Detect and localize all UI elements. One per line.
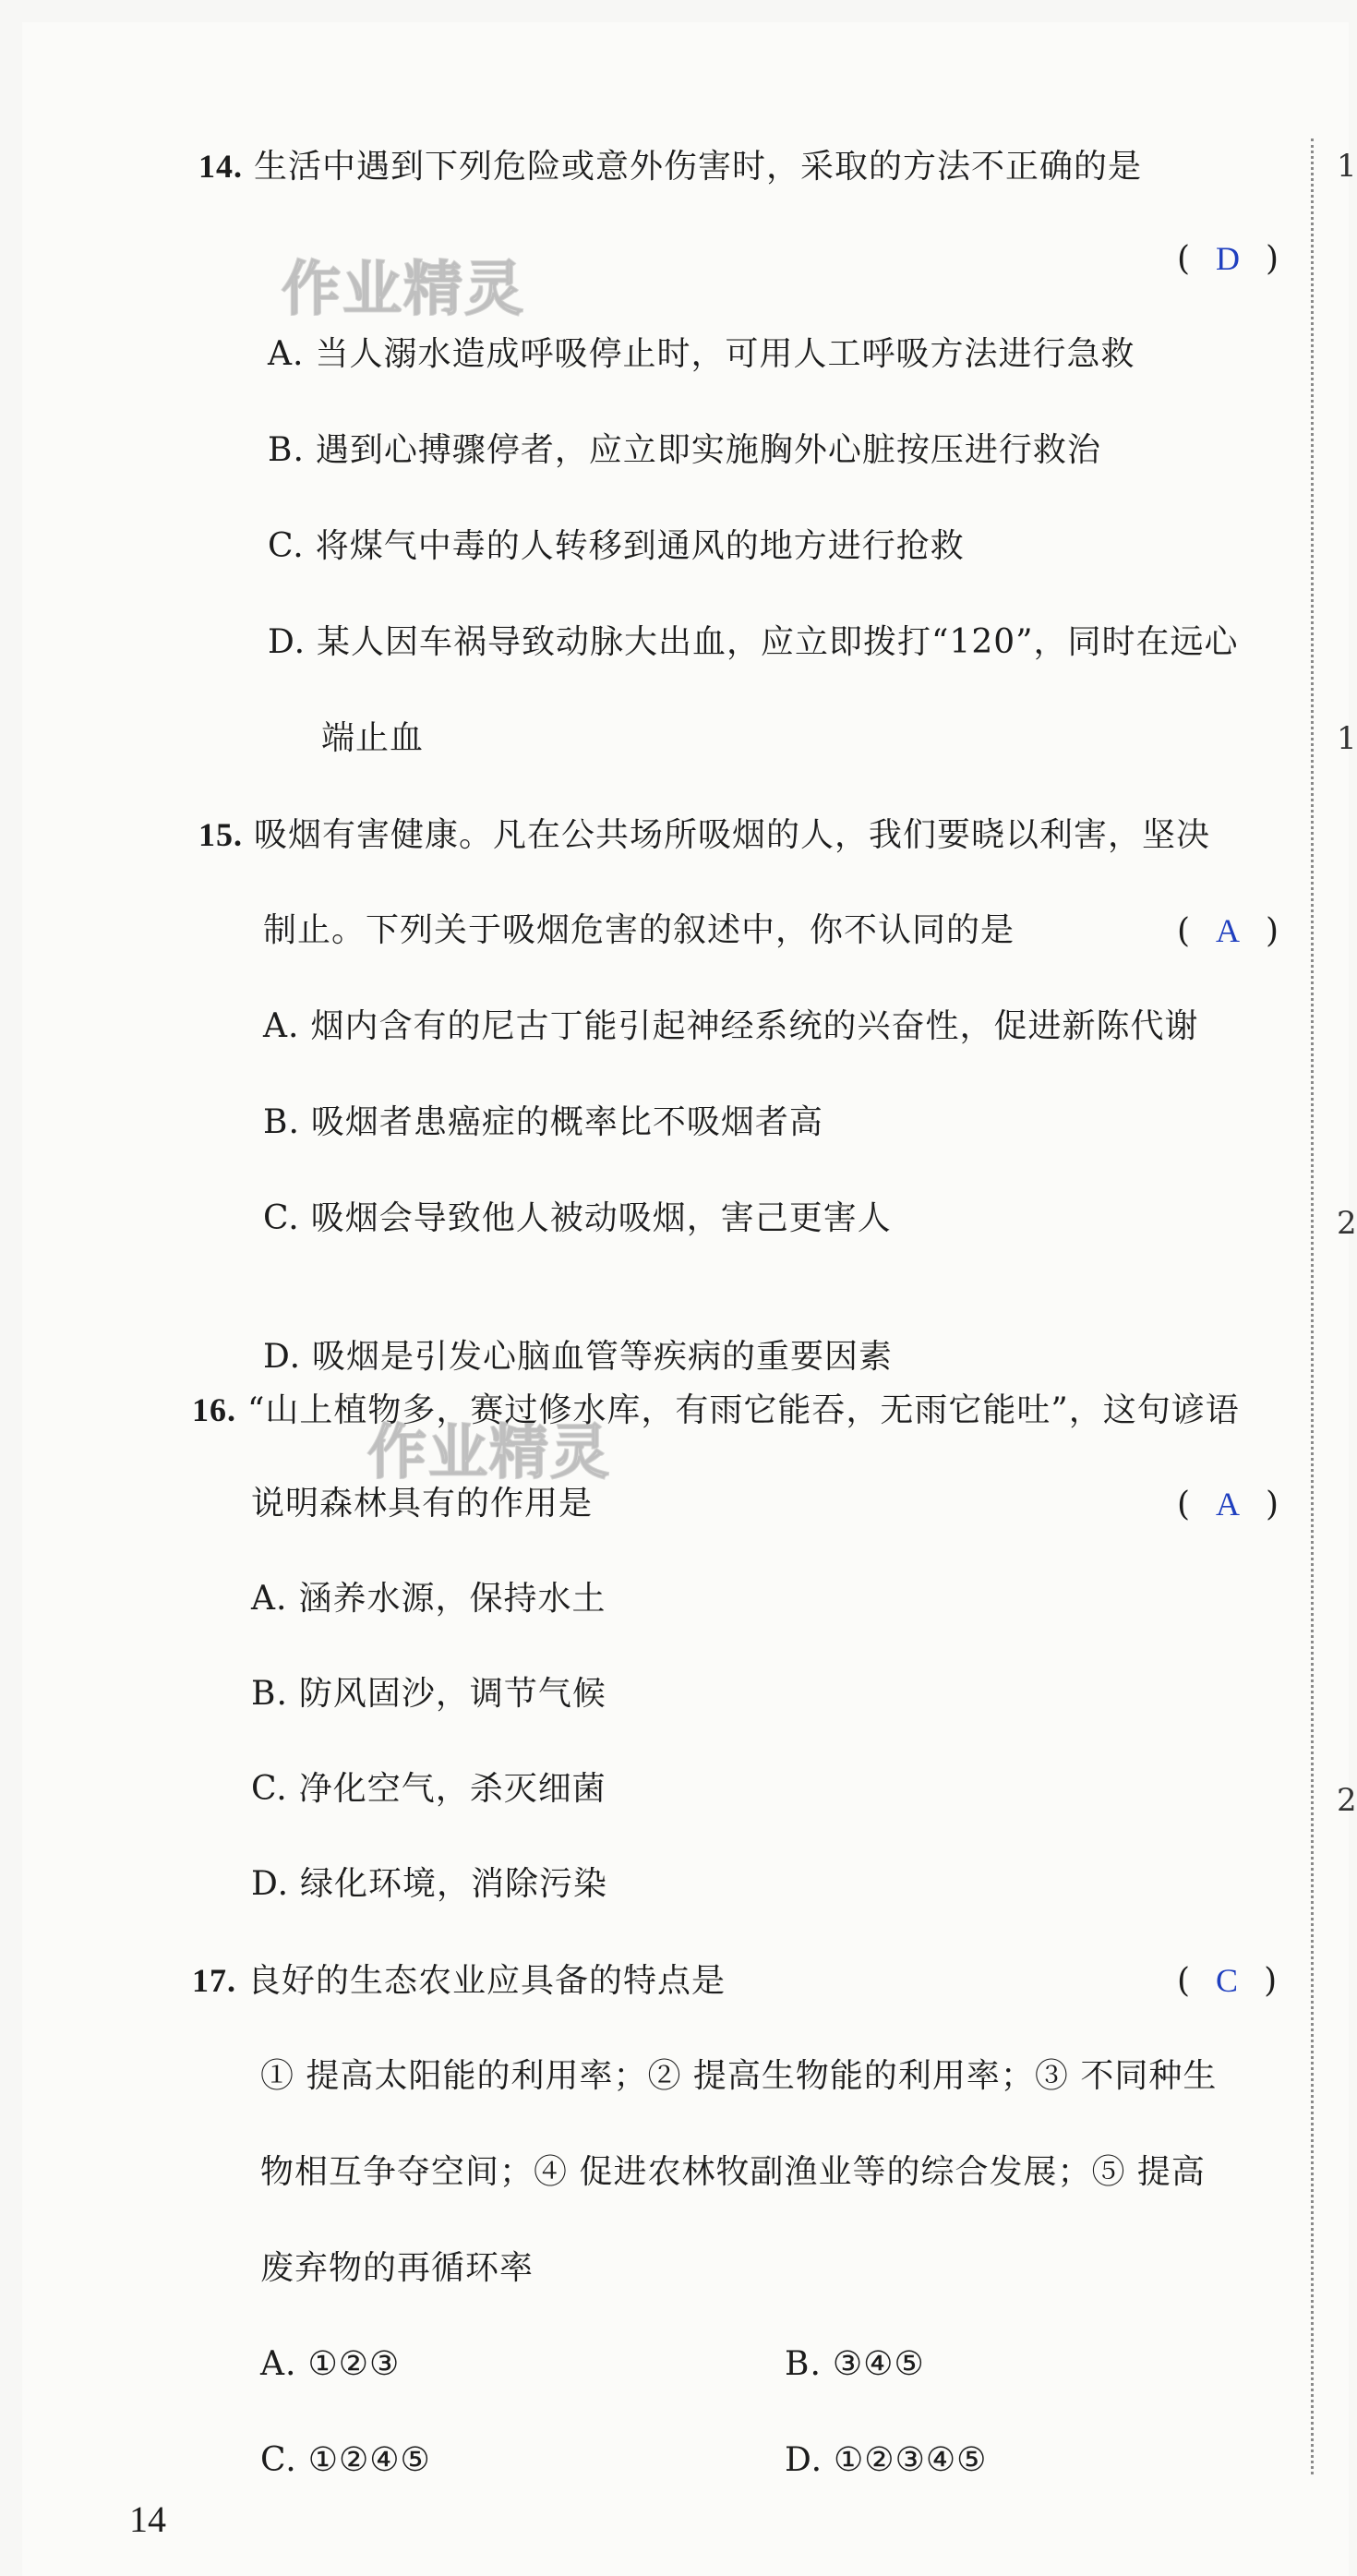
answer-bracket: ( A ) bbox=[1177, 912, 1279, 950]
question-number: 17. bbox=[192, 1962, 236, 1999]
option-c: C. ①②④⑤ bbox=[260, 2441, 431, 2479]
question-number: 14. bbox=[198, 148, 243, 185]
option-d: D. 绿化环境，消除污染 bbox=[251, 1865, 608, 1903]
option-d-continued: 端止血 bbox=[321, 719, 425, 757]
option-c: C. 将煤气中毒的人转移到通风的地方进行抢救 bbox=[268, 527, 965, 565]
question-number: 16. bbox=[192, 1391, 236, 1428]
answer-letter: C bbox=[1216, 1962, 1239, 1999]
option-c: C. 吸烟会导致他人被动吸烟，害己更害人 bbox=[263, 1199, 892, 1237]
watermark: 作业精灵 bbox=[367, 1419, 611, 1487]
question-15-stem: 15. 吸烟有害健康。凡在公共场所吸烟的人，我们要晓以利害，坚决 bbox=[198, 816, 1211, 854]
column-divider bbox=[1311, 138, 1314, 2474]
option-a: A. ①②③ bbox=[260, 2345, 401, 2383]
option-c: C. 净化空气，杀灭细菌 bbox=[251, 1770, 606, 1808]
edge-mark: 1 bbox=[1337, 720, 1357, 757]
answer-bracket: ( D ) bbox=[1177, 240, 1279, 278]
option-b: B. ③④⑤ bbox=[785, 2345, 925, 2383]
option-a: A. 涵养水源，保持水土 bbox=[251, 1580, 606, 1618]
question-17-statements: ① 提高太阳能的利用率；② 提高生物能的利用率；③ 不同种生 bbox=[260, 2057, 1218, 2095]
question-15-stem-continued: 制止。下列关于吸烟危害的叙述中，你不认同的是 bbox=[263, 911, 1015, 949]
question-number: 15. bbox=[198, 816, 243, 853]
question-17-stem: 17. 良好的生态农业应具备的特点是 bbox=[192, 1962, 727, 2000]
edge-mark: 2 bbox=[1337, 1782, 1357, 1819]
edge-mark: 1 bbox=[1337, 148, 1357, 185]
option-d: D. 吸烟是引发心脑血管等疾病的重要因素 bbox=[263, 1338, 894, 1376]
page-number: 14 bbox=[129, 2498, 166, 2540]
answer-letter: A bbox=[1216, 912, 1241, 949]
answer-letter: D bbox=[1216, 240, 1241, 277]
workbook-page bbox=[22, 22, 1349, 2576]
option-b: B. 遇到心搏骤停者，应立即实施胸外心脏按压进行救治 bbox=[268, 431, 1101, 469]
option-b: B. 吸烟者患癌症的概率比不吸烟者高 bbox=[263, 1103, 823, 1141]
answer-bracket: ( C ) bbox=[1177, 1962, 1278, 2000]
option-b: B. 防风固沙，调节气候 bbox=[251, 1675, 606, 1713]
question-17-statements: 废弃物的再循环率 bbox=[260, 2249, 534, 2287]
option-a: A. 烟内含有的尼古丁能引起神经系统的兴奋性，促进新陈代谢 bbox=[263, 1007, 1199, 1045]
answer-letter: A bbox=[1216, 1486, 1241, 1523]
question-16-stem: 16. “山上植物多，赛过修水库，有雨它能吞，无雨它能吐”，这句谚语 bbox=[192, 1391, 1240, 1429]
option-d: D. ①②③④⑤ bbox=[785, 2441, 988, 2479]
watermark: 作业精灵 bbox=[282, 256, 525, 324]
question-14-stem: 14. 生活中遇到下列危险或意外伤害时，采取的方法不正确的是 bbox=[198, 148, 1143, 186]
option-a: A. 当人溺水造成呼吸停止时，可用人工呼吸方法进行急救 bbox=[268, 335, 1135, 373]
question-17-statements: 物相互争夺空间；④ 促进农林牧副渔业等的综合发展；⑤ 提高 bbox=[260, 2153, 1206, 2191]
question-16-stem-continued: 说明森林具有的作用是 bbox=[251, 1485, 594, 1523]
edge-mark: 2 bbox=[1337, 1205, 1357, 1242]
option-d: D. 某人因车祸导致动脉大出血，应立即拨打“120”，同时在远心 bbox=[268, 623, 1239, 661]
answer-bracket: ( A ) bbox=[1177, 1486, 1279, 1523]
